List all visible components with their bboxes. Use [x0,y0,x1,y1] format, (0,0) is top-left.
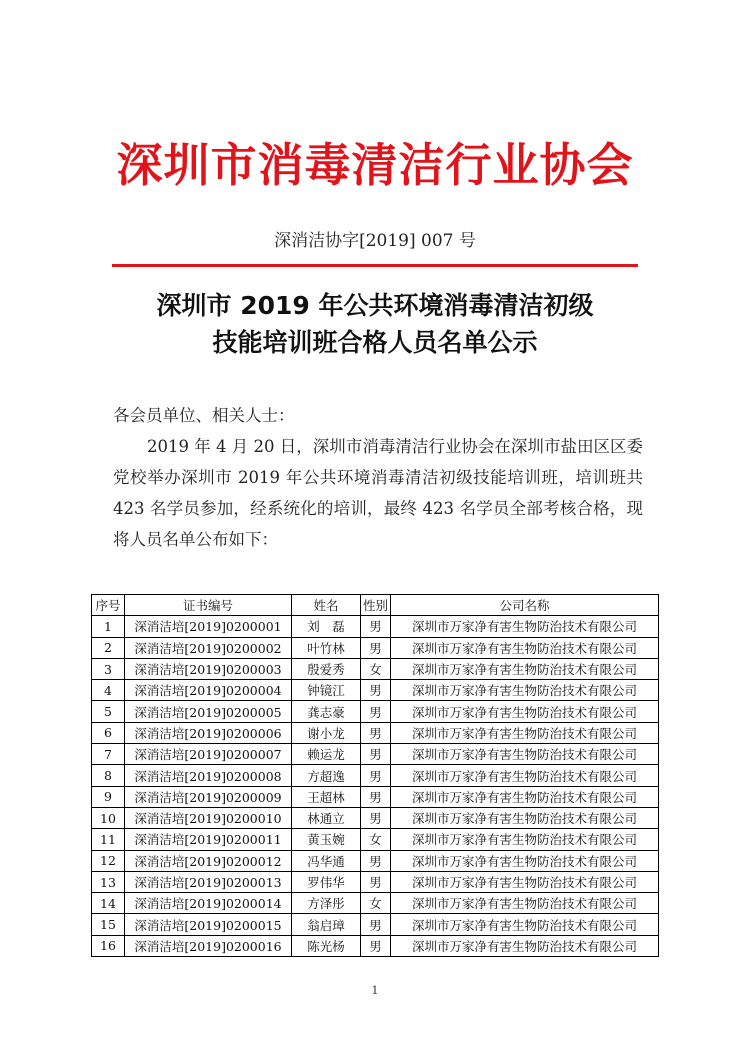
cell-index: 14 [92,893,125,914]
table-row [92,637,659,658]
cell-name: 叶竹林 [292,637,361,658]
cell-index: 6 [92,722,125,743]
cell-certificate-number: 深消洁培[2019]0200010 [125,807,292,828]
cell-gender: 女 [361,658,391,679]
cell-name: 赖运龙 [292,744,361,765]
cell-index: 13 [92,871,125,892]
notice-body [113,400,643,555]
column-header-index: 序号 [92,595,125,616]
table-row [92,701,659,722]
cell-name: 谢小龙 [292,722,361,743]
cell-company: 深圳市万家净有害生物防治技术有限公司 [391,616,659,637]
table-row [92,850,659,871]
cell-company: 深圳市万家净有害生物防治技术有限公司 [391,701,659,722]
cell-certificate-number: 深消洁培[2019]0200003 [125,658,292,679]
cell-name: 罗伟华 [292,871,361,892]
cell-name: 钟镜江 [292,680,361,701]
cell-index: 10 [92,807,125,828]
cell-gender: 男 [361,701,391,722]
cell-index: 15 [92,914,125,935]
cell-certificate-number: 深消洁培[2019]0200002 [125,637,292,658]
cell-index: 2 [92,637,125,658]
cell-certificate-number: 深消洁培[2019]0200005 [125,701,292,722]
table-header-row [92,595,659,616]
cell-certificate-number: 深消洁培[2019]0200013 [125,871,292,892]
cell-company: 深圳市万家净有害生物防治技术有限公司 [391,786,659,807]
table-row [92,722,659,743]
cell-index: 4 [92,680,125,701]
column-header-certificate-number: 证书编号 [125,595,292,616]
cell-gender: 男 [361,680,391,701]
document-title-line-1: 深圳市 2019 年公共环境消毒清洁初级 [156,291,594,320]
table-row [92,658,659,679]
header-divider [112,264,638,267]
cell-index: 1 [92,616,125,637]
cell-company: 深圳市万家净有害生物防治技术有限公司 [391,914,659,935]
cell-company: 深圳市万家净有害生物防治技术有限公司 [391,744,659,765]
cell-index: 9 [92,786,125,807]
cell-name: 翁启璋 [292,914,361,935]
table-row [92,786,659,807]
document-title [0,287,750,361]
cell-gender: 男 [361,914,391,935]
cell-certificate-number: 深消洁培[2019]0200001 [125,616,292,637]
cell-gender: 男 [361,786,391,807]
cell-company: 深圳市万家净有害生物防治技术有限公司 [391,658,659,679]
cell-gender: 男 [361,807,391,828]
cell-certificate-number: 深消洁培[2019]0200014 [125,893,292,914]
cell-gender: 男 [361,616,391,637]
cell-name: 冯华通 [292,850,361,871]
table-row [92,893,659,914]
qualified-personnel-table [91,594,659,957]
cell-index: 8 [92,765,125,786]
cell-company: 深圳市万家净有害生物防治技术有限公司 [391,680,659,701]
cell-index: 16 [92,935,125,956]
cell-index: 12 [92,850,125,871]
cell-name: 方超逸 [292,765,361,786]
cell-gender: 女 [361,893,391,914]
table-row [92,744,659,765]
table-row [92,765,659,786]
cell-company: 深圳市万家净有害生物防治技术有限公司 [391,722,659,743]
cell-gender: 男 [361,935,391,956]
page-number: 1 [371,984,379,997]
cell-gender: 女 [361,829,391,850]
table-row [92,680,659,701]
cell-name: 黄玉婉 [292,829,361,850]
cell-index: 5 [92,701,125,722]
cell-gender: 男 [361,722,391,743]
cell-company: 深圳市万家净有害生物防治技术有限公司 [391,765,659,786]
cell-gender: 男 [361,871,391,892]
cell-certificate-number: 深消洁培[2019]0200016 [125,935,292,956]
announcement-paragraph: 2019 年 4 月 20 日，深圳市消毒清洁行业协会在深圳市盐田区区委党校举办深圳市 2019 年公共环境消毒清洁初级技能培训班，培训班共 423 名学员参加，经系统化的培训，最终 423 名学员全部考核合格，现将人员名单公布如下： [113,437,643,549]
cell-certificate-number: 深消洁培[2019]0200009 [125,786,292,807]
cell-gender: 男 [361,744,391,765]
cell-index: 3 [92,658,125,679]
cell-name: 殷爱秀 [292,658,361,679]
table-row [92,807,659,828]
cell-company: 深圳市万家净有害生物防治技术有限公司 [391,893,659,914]
cell-index: 7 [92,744,125,765]
cell-name: 刘 磊 [292,616,361,637]
cell-company: 深圳市万家净有害生物防治技术有限公司 [391,850,659,871]
cell-gender: 男 [361,850,391,871]
cell-company: 深圳市万家净有害生物防治技术有限公司 [391,935,659,956]
document-title-line-2: 技能培训班合格人员名单公示 [212,328,538,357]
cell-certificate-number: 深消洁培[2019]0200006 [125,722,292,743]
cell-name: 林通立 [292,807,361,828]
cell-index: 11 [92,829,125,850]
table-body [92,616,659,957]
cell-certificate-number: 深消洁培[2019]0200012 [125,850,292,871]
cell-gender: 男 [361,765,391,786]
cell-name: 陈光杨 [292,935,361,956]
table-row [92,829,659,850]
organization-header: 深圳市消毒清洁行业协会 [116,138,634,192]
cell-certificate-number: 深消洁培[2019]0200015 [125,914,292,935]
document-number: 深消洁协字[2019] 007 号 [274,231,476,251]
cell-company: 深圳市万家净有害生物防治技术有限公司 [391,829,659,850]
table-row [92,871,659,892]
salutation: 各会员单位、相关人士： [113,406,295,425]
cell-company: 深圳市万家净有害生物防治技术有限公司 [391,871,659,892]
cell-certificate-number: 深消洁培[2019]0200011 [125,829,292,850]
table-row [92,935,659,956]
cell-certificate-number: 深消洁培[2019]0200007 [125,744,292,765]
cell-name: 方泽彤 [292,893,361,914]
column-header-company: 公司名称 [391,595,659,616]
column-header-name: 姓名 [292,595,361,616]
cell-company: 深圳市万家净有害生物防治技术有限公司 [391,807,659,828]
cell-company: 深圳市万家净有害生物防治技术有限公司 [391,637,659,658]
table-row [92,616,659,637]
column-header-gender: 性别 [361,595,391,616]
cell-name: 王超林 [292,786,361,807]
cell-name: 龚志豪 [292,701,361,722]
cell-certificate-number: 深消洁培[2019]0200004 [125,680,292,701]
cell-certificate-number: 深消洁培[2019]0200008 [125,765,292,786]
table-row [92,914,659,935]
cell-gender: 男 [361,637,391,658]
